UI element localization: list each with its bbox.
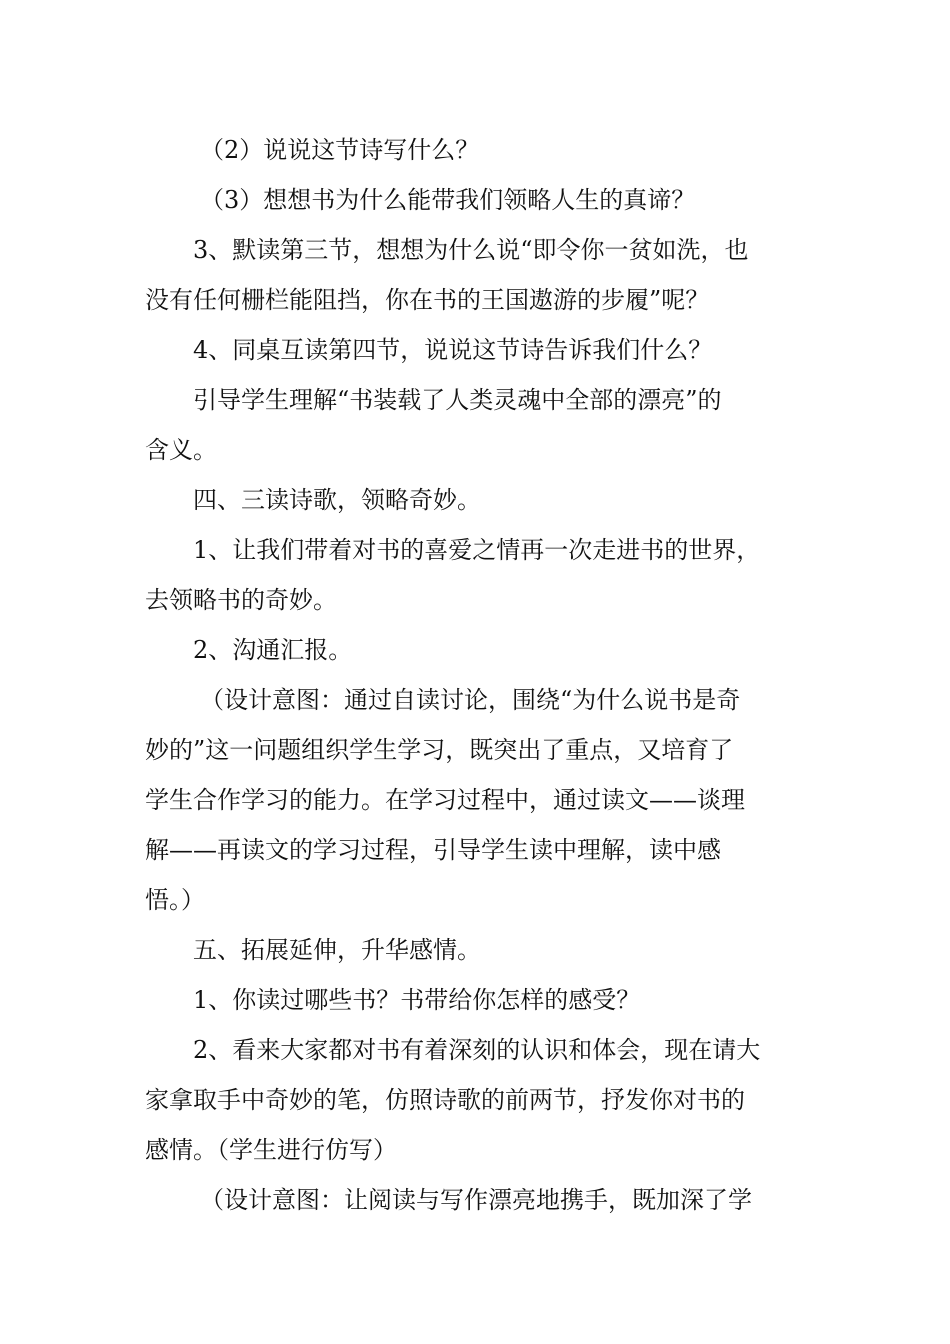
text-line: 没有任何栅栏能阻挡，你在书的王国遨游的步履”呢？ xyxy=(145,286,710,314)
text-line: （设计意图：让阅读与写作漂亮地携手，既加深了学 xyxy=(200,1186,752,1214)
text-line: 2、沟通汇报。 xyxy=(193,636,353,664)
text-line: 去领略书的奇妙。 xyxy=(145,586,337,614)
text-line: 四、三读诗歌，领略奇妙。 xyxy=(193,486,481,514)
text-line: 学生合作学习的能力。在学习过程中，通过读文——谈理 xyxy=(145,786,745,814)
text-line: 2、看来大家都对书有着深刻的认识和体会，现在请大 xyxy=(193,1036,761,1064)
text-line: 4、同桌互读第四节，说说这节诗告诉我们什么？ xyxy=(193,336,713,364)
text-line: （2）说说这节诗写什么？ xyxy=(200,136,480,164)
text-line: 家拿取手中奇妙的笔，仿照诗歌的前两节，抒发你对书的 xyxy=(145,1086,745,1114)
text-line: 1、你读过哪些书？书带给你怎样的感受？ xyxy=(193,986,641,1014)
text-line: 引导学生理解“书装载了人类灵魂中全部的漂亮”的 xyxy=(193,386,722,414)
text-line: 妙的”这一问题组织学生学习，既突出了重点，又培育了 xyxy=(145,736,734,764)
text-line: 五、拓展延伸，升华感情。 xyxy=(193,936,481,964)
text-line: 解——再读文的学习过程，引导学生读中理解，读中感 xyxy=(145,836,721,864)
text-line: 3、默读第三节，想想为什么说“即令你一贫如洗，也 xyxy=(193,236,749,264)
text-line: 感情。（学生进行仿写） xyxy=(145,1136,397,1164)
text-line: （设计意图：通过自读讨论，围绕“为什么说书是奇 xyxy=(200,686,741,714)
text-line: （3）想想书为什么能带我们领略人生的真谛？ xyxy=(200,186,696,214)
text-line: 1、让我们带着对书的喜爱之情再一次走进书的世界， xyxy=(193,536,761,564)
text-line: 悟。） xyxy=(145,886,205,914)
text-line: 含义。 xyxy=(145,436,217,464)
